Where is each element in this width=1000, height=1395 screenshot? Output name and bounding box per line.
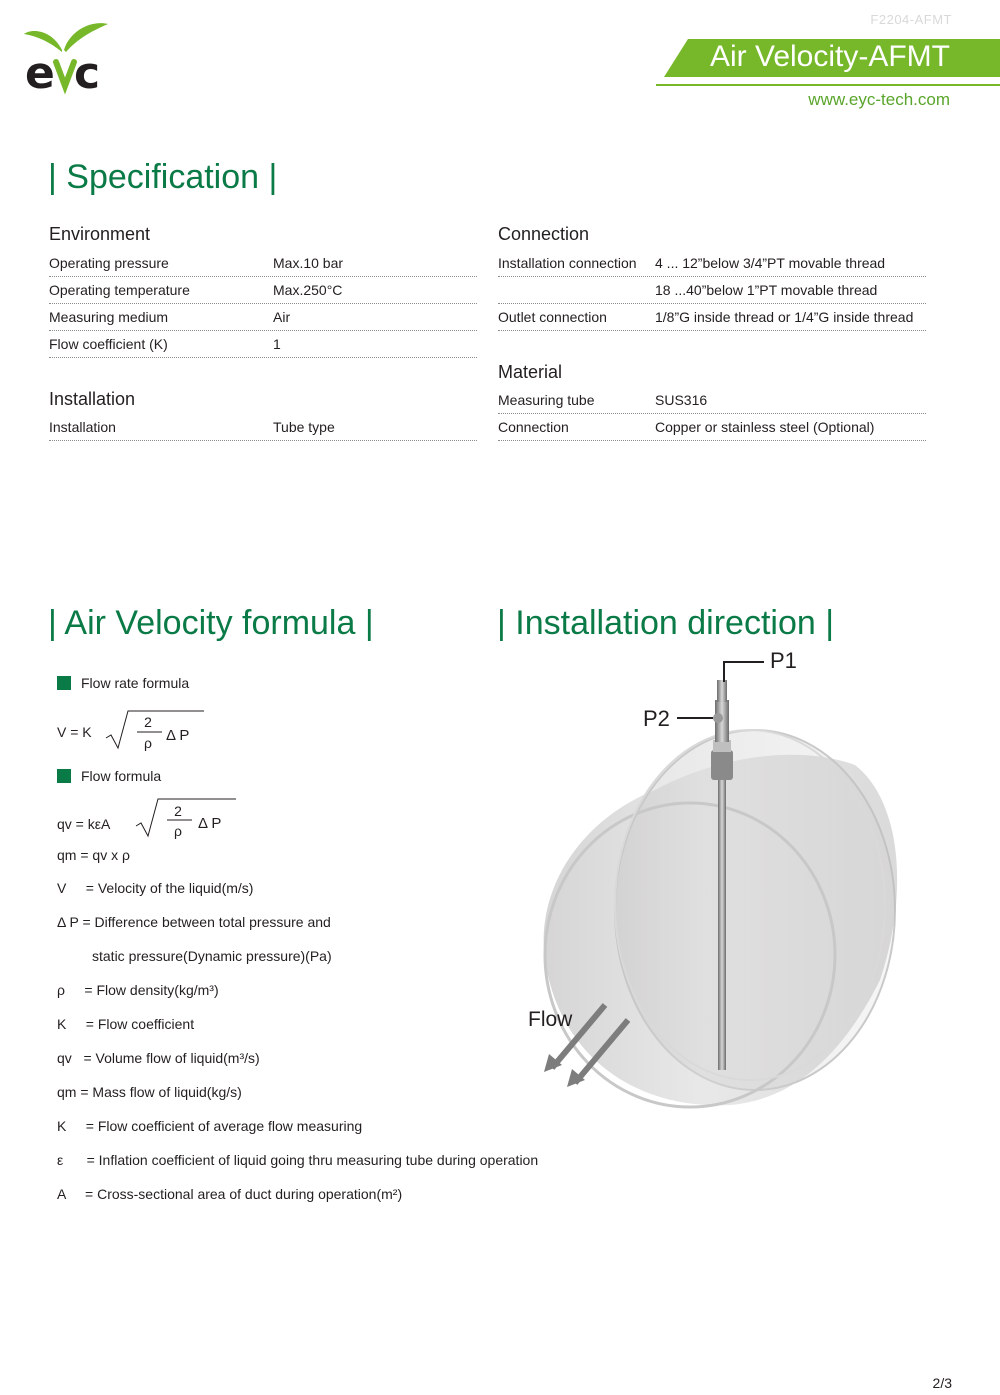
spec-label: Measuring medium [49, 309, 169, 325]
fraction-denominator: ρ [174, 823, 182, 839]
spec-row-installation [49, 414, 477, 441]
installation-title: Installation [49, 389, 136, 409]
title-underline [656, 84, 1000, 86]
spec-value: Max.250°C [273, 282, 343, 298]
page-title: Air Velocity-AFMT [709, 40, 950, 73]
p2-label: P2 [643, 706, 670, 731]
environment-title: Environment [49, 224, 151, 244]
spec-row-operating-pressure [49, 250, 477, 277]
spec-label: Measuring tube [498, 392, 595, 408]
flow-rate-title: Flow rate formula [81, 675, 190, 691]
spec-label: Operating pressure [49, 255, 169, 271]
spec-value: 18 ...40”below 1”PT movable thread [655, 282, 878, 298]
spec-row-operating-temperature [49, 277, 477, 304]
volume-flow-equation: qv = kεA [57, 816, 111, 832]
mass-flow-equation: qm = qv x ρ [57, 847, 130, 863]
website-link[interactable]: www.eyc-tech.com [808, 90, 950, 109]
definition-line: K = Flow coefficient of average flow measuring [57, 1118, 363, 1134]
installation-direction-heading: | Installation direction | [497, 604, 835, 642]
spec-row-installation-connection [498, 250, 926, 277]
spec-label: Outlet connection [498, 309, 607, 325]
spec-label: Installation [49, 419, 116, 435]
definition-line: ε = Inflation coefficient of liquid going thru measuring tube during operation [57, 1152, 539, 1168]
definition-line: V = Velocity of the liquid(m/s) [57, 880, 254, 896]
definition-line: static pressure(Dynamic pressure)(Pa) [57, 948, 332, 964]
document-code: F2204-AFMT [870, 12, 952, 27]
spec-label: Flow coefficient (K) [49, 336, 168, 352]
definition-line: K = Flow coefficient [57, 1016, 195, 1032]
spec-value: Max.10 bar [273, 255, 344, 271]
fraction-denominator: ρ [144, 735, 152, 751]
duct-diagram [500, 640, 940, 1120]
spec-row-measuring-tube [498, 387, 926, 414]
p1-label: P1 [770, 648, 797, 673]
spec-row-material-connection [498, 414, 926, 441]
definition-line: qm = Mass flow of liquid(kg/s) [57, 1084, 242, 1100]
spec-label: Connection [498, 419, 569, 435]
definition-line: qv = Volume flow of liquid(m³/s) [57, 1050, 260, 1066]
spec-label: Installation connection [498, 255, 637, 271]
eyc-logo [22, 20, 112, 100]
spec-row-outlet-connection [498, 304, 926, 331]
svg-text:e: e [25, 48, 55, 99]
svg-text:c: c [74, 48, 101, 99]
spec-value: Air [273, 309, 291, 325]
spec-row-measuring-medium [49, 304, 477, 331]
spec-label: Operating temperature [49, 282, 190, 298]
velocity-equation: V = K [57, 724, 92, 740]
formula-heading: | Air Velocity formula | [48, 604, 374, 642]
fraction-numerator: 2 [144, 714, 152, 730]
bullet-square [57, 676, 71, 690]
bullet-square [57, 769, 71, 783]
definition-line: ρ = Flow density(kg/m³) [57, 982, 219, 998]
flow-label: Flow [528, 1008, 573, 1031]
spec-value: 1 [273, 336, 281, 352]
fraction-numerator: 2 [174, 803, 182, 819]
spec-value: 4 ... 12”below 3/4”PT movable thread [655, 255, 886, 271]
spec-value: SUS316 [655, 392, 708, 408]
spec-value: Tube type [273, 419, 335, 435]
flow-formula-title: Flow formula [81, 768, 162, 784]
delta-p: Δ P [166, 727, 190, 744]
definition-line: A = Cross-sectional area of duct during operation(m²) [57, 1186, 403, 1202]
spec-row-installation-connection-2 [498, 277, 926, 304]
delta-p: Δ P [198, 815, 222, 832]
spec-value: 1/8”G inside thread or 1/4”G inside thread [655, 309, 914, 325]
spec-value: Copper or stainless steel (Optional) [655, 419, 875, 435]
spec-row-flow-coefficient [49, 331, 477, 358]
connection-title: Connection [498, 224, 590, 244]
page-number: 2/3 [932, 1375, 952, 1391]
definition-line: Δ P = Difference between total pressure and [57, 914, 331, 930]
specification-heading: | Specification | [48, 158, 278, 196]
material-title: Material [498, 362, 563, 382]
